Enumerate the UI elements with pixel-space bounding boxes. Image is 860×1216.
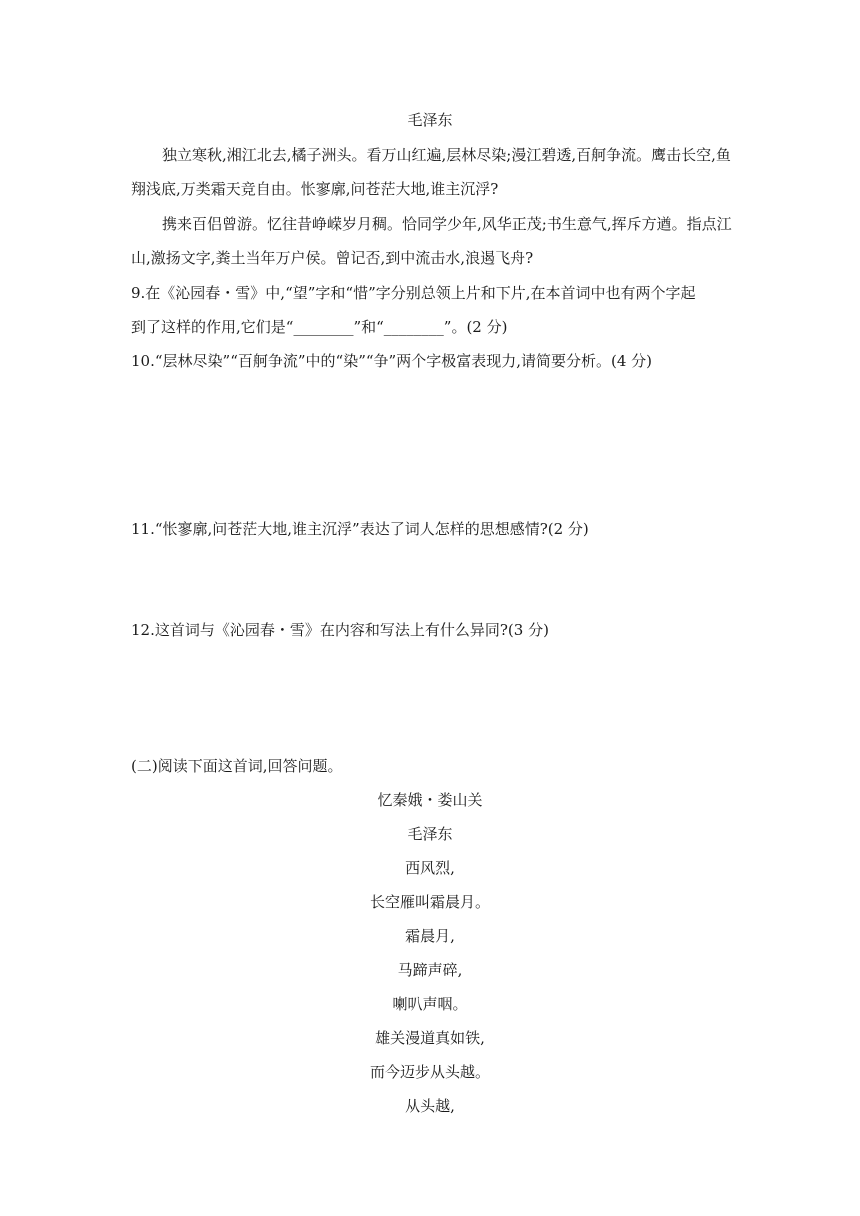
poem-stanza1-line2: 翔浅底,万类霜天竞自由。怅寥廓,问苍茫大地,谁主沉浮? — [131, 180, 499, 198]
poem-stanza1-line1: 独立寒秋,湘江北去,橘子洲头。看万山红遍,层林尽染;漫江碧透,百舸争流。鹰击长空,鱼 — [162, 146, 731, 164]
poem2-line: 长空雁叫霜晨月。 — [369, 893, 490, 911]
poem2-line: 雄关漫道真如铁, — [375, 1029, 485, 1047]
poem2-line: 喇叭声咽。 — [392, 995, 468, 1013]
poem-author: 毛泽东 — [407, 111, 453, 129]
poem2-author: 毛泽东 — [407, 825, 453, 843]
poem2-title: 忆秦娥・娄山关 — [377, 791, 483, 809]
poem2-line: 马蹄声碎, — [397, 961, 463, 979]
poem-stanza2-line1: 携来百侣曾游。忆往昔峥嵘岁月稠。恰同学少年,风华正茂;书生意气,挥斥方遒。指点江 — [162, 215, 732, 233]
question-12: 12.这首词与《沁园春・雪》在内容和写法上有什么异同?(3 分) — [131, 621, 549, 639]
section-2-heading: (二)阅读下面这首词,回答问题。 — [131, 757, 343, 775]
poem2-line: 霜晨月, — [405, 927, 455, 945]
poem2-line: 西风烈, — [405, 859, 455, 877]
poem2-line: 而今迈步从头越。 — [369, 1063, 490, 1081]
poem2-line: 从头越, — [405, 1097, 455, 1115]
question-10: 10.“层林尽染”“百舸争流”中的“染”“争”两个字极富表现力,请简要分析。(4 分) — [131, 352, 652, 370]
question-9-line1: 9.在《沁园春・雪》中,“望”字和“惜”字分别总领上片和下片,在本首词中也有两个字起 — [131, 284, 696, 302]
question-11: 11.“怅寥廓,问苍茫大地,谁主沉浮”表达了词人怎样的思想感情?(2 分) — [131, 520, 589, 538]
question-9-line2: 到了这样的作用,它们是“________”和“________”。(2 分) — [131, 318, 508, 336]
poem-stanza2-line2: 山,激扬文字,粪土当年万户侯。曾记否,到中流击水,浪遏飞舟? — [131, 249, 534, 267]
